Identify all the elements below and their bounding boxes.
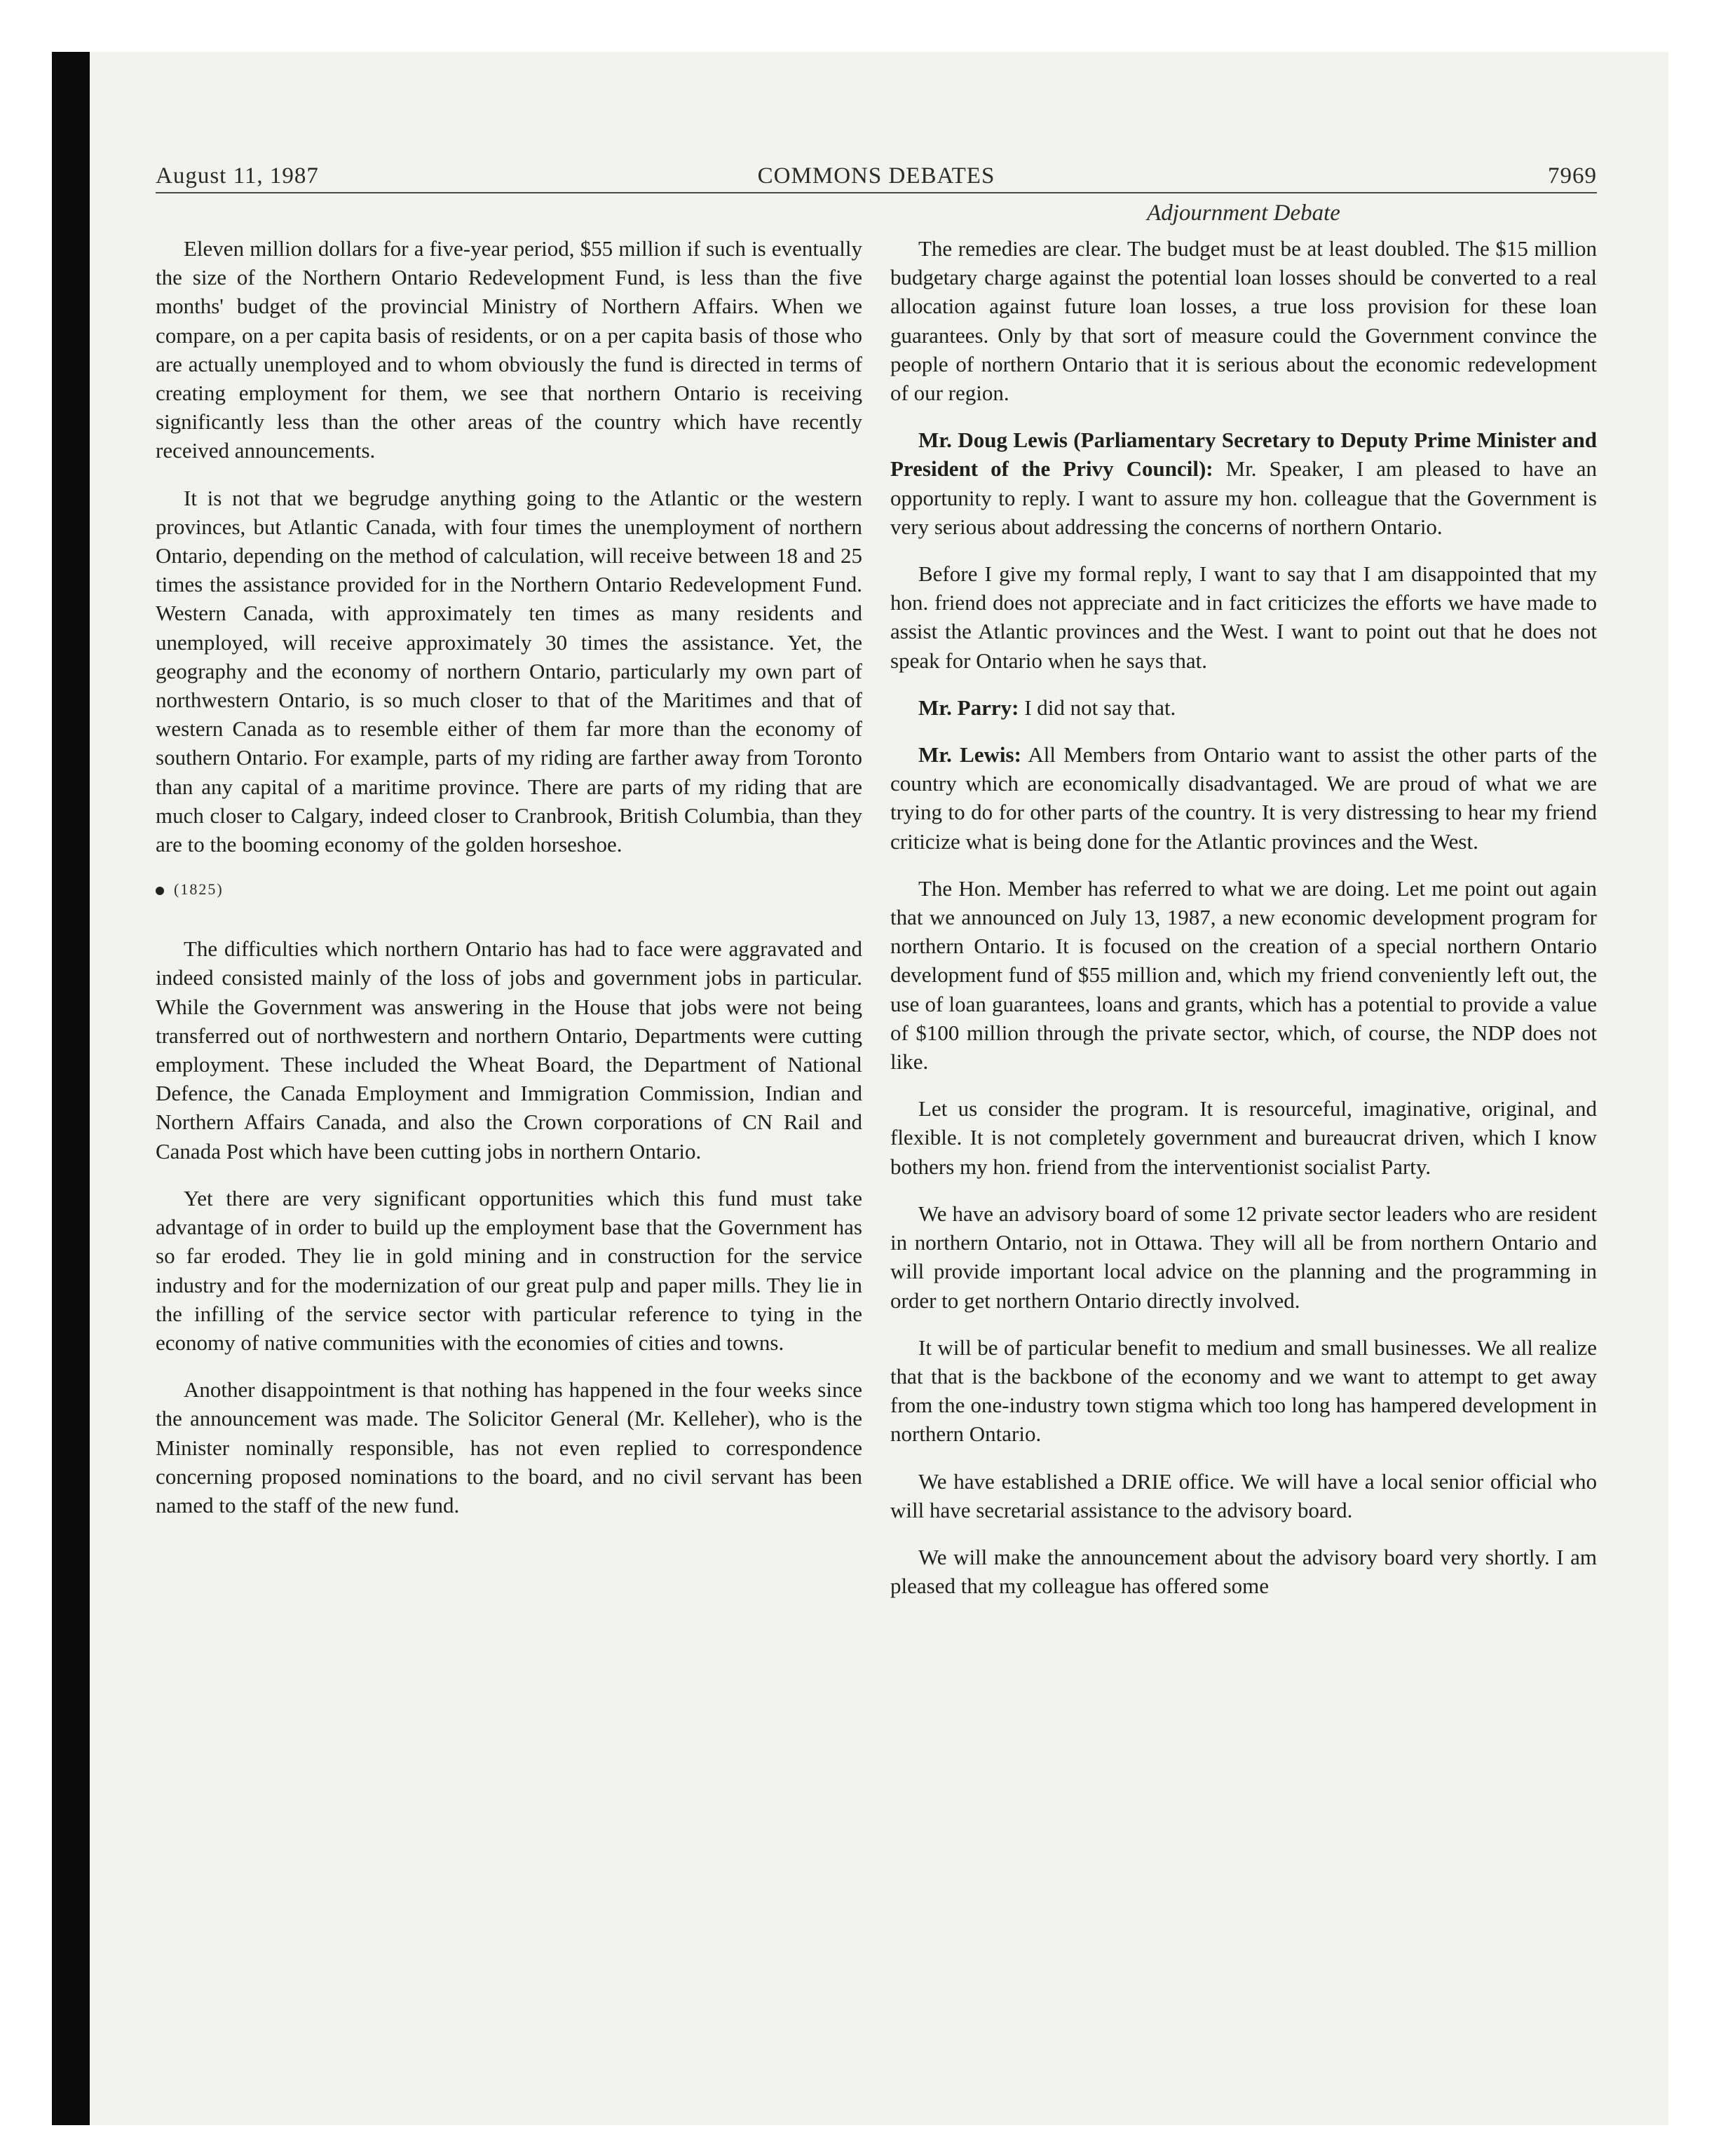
- header-page-number: 7969: [1548, 163, 1597, 189]
- bullet-icon: [156, 887, 164, 895]
- paragraph: The difficulties which northern Ontario has had to face were aggravated and indeed consisted mainly of the loss of jobs and government jobs in particular. While the Government was answering in the House that jobs were not being transferred out of northwestern and northern Ontario, Departments were cutting employment. These included the Wheat Board, the Department of National Defence, the Canada Employment and Immigration Commission, Indian and Northern Affairs Canada, and also the Crown corporations of CN Rail and Canada Post which have been cutting jobs in northern Ontario.: [156, 936, 862, 1164]
- time-marker-label: (1825): [174, 880, 224, 899]
- time-marker: [156, 877, 862, 902]
- speaker-name: Mr. Doug Lewis (Parliamentary Secretary to Deputy Prime Minister and President of the Privy Council):: [890, 428, 1597, 482]
- paragraph: It will be of particular benefit to medium and small businesses. We all realize that that is the backbone of the economy and we want to attempt to get away from the one-industry town stigma which too long has hampered development in northern Ontario.: [890, 1335, 1597, 1447]
- section-heading: Adjournment Debate: [1147, 200, 1340, 226]
- paragraph: The remedies are clear. The budget must be at least doubled. The $15 million budgetary charge against the potential loan losses should be converted to a real allocation against future loan losses, a true loss provision for these loan guarantees. Only by that sort of measure could the Government convince the people of northern Ontario that it is serious about the economic redevelopment of our region.: [890, 236, 1597, 406]
- speech-text: I did not say that.: [1019, 695, 1176, 720]
- scan-binding-edge: [52, 52, 90, 2125]
- speech-paragraph: [890, 740, 1597, 856]
- speech-text: Mr. Speaker, I am pleased to have an opportunity to reply. I want to assure my hon. colleague that the Government is very serious about addressing the concerns of northern Ontario.: [890, 456, 1597, 539]
- paragraph: Eleven million dollars for a five-year period, $55 million if such is eventually the size of the Northern Ontario Redevelopment Fund, is less than the five months' budget of the provincial Ministry of Northern Affairs. When we compare, on a per capita basis of residents, or on a per capita basis of those who are actually unemployed and to whom obviously the fund is directed in terms of creating employment for them, we see that northern Ontario is receiving significantly less than the other areas of the country which have recently received announcements.: [156, 236, 862, 463]
- paragraph: Yet there are very significant opportunities which this fund must take advantage of in order to build up the employment base that the Government has so far eroded. They lie in gold mining and in construction for the service industry and for the modernization of our great pulp and paper mills. They lie in the infilling of the service sector with particular reference to tying in the economy of native communities with the economies of cities and towns.: [156, 1185, 862, 1355]
- page: [90, 52, 1668, 2125]
- right-column: [890, 234, 1597, 1618]
- running-header: [156, 154, 1597, 193]
- paragraph: We have established a DRIE office. We will have a local senior official who will have secretarial assistance to the advisory board.: [890, 1468, 1597, 1522]
- paragraph: Before I give my formal reply, I want to say that I am disappointed that my hon. friend does not appreciate and in fact criticizes the efforts we have made to assist the Atlantic provinces and the West. I want to point out that he does not speak for Ontario when he says that.: [890, 561, 1597, 673]
- paragraph: Another disappointment is that nothing has happened in the four weeks since the announcement was made. The Solicitor General (Mr. Kelleher), who is the Minister nominally responsible, has not even replied to correspondence concerning proposed nominations to the board, and no civil servant has been named to the staff of the new fund.: [156, 1377, 862, 1517]
- header-publication: COMMONS DEBATES: [757, 163, 995, 189]
- speaker-name: Mr. Lewis:: [918, 742, 1021, 767]
- left-column: [156, 234, 862, 1538]
- speaker-name: Mr. Parry:: [918, 695, 1019, 720]
- paragraph: We will make the announcement about the advisory board very shortly. I am pleased that my colleague has offered some: [890, 1544, 1597, 1599]
- paragraph: The Hon. Member has referred to what we are doing. Let me point out again that we announced on July 13, 1987, a new economic development program for northern Ontario. It is focused on the creation of a special northern Ontario development fund of $55 million and, which my friend conveniently left out, the use of loan guarantees, loans and grants, which has a potential to provide a value of $100 million through the private sector, which, of course, the NDP does not like.: [890, 875, 1597, 1074]
- header-date: August 11, 1987: [156, 163, 319, 189]
- paragraph: Let us consider the program. It is resourceful, imaginative, original, and flexible. It is not completely government and bureaucrat driven, which I know bothers my hon. friend from the interventionist socialist Party.: [890, 1096, 1597, 1179]
- paragraph: It is not that we begrudge anything going to the Atlantic or the western provinces, but Atlantic Canada, with four times the unemployment of northern Ontario, depending on the method of calculation, will receive between 18 and 25 times the assistance provided for in the Northern Ontario Redevelopment Fund. Western Canada, with approximately ten times as many residents and unemployed, will receive approximately 30 times the assistance. Yet, the geography and the economy of northern Ontario, particularly my own part of northwestern Ontario, is so much closer to that of the Maritimes and that of western Canada as to resemble either of them far more than the economy of southern Ontario. For example, parts of my riding are farther away from Toronto than any capital of a maritime province. There are parts of my riding that are much closer to Calgary, indeed closer to Cranbrook, British Columbia, than they are to the booming economy of the golden horseshoe.: [156, 485, 862, 857]
- speech-paragraph: [890, 425, 1597, 541]
- speech-paragraph: [890, 693, 1597, 722]
- paragraph: We have an advisory board of some 12 private sector leaders who are resident in northern Ontario, not in Ottawa. They will all be from northern Ontario and will provide important local advice on the planning and the programming in order to get northern Ontario directly involved.: [890, 1201, 1597, 1313]
- speech-text: All Members from Ontario want to assist the other parts of the country which are economically disadvantaged. We are proud of what we are trying to do for other parts of the country. It is very distressing to hear my friend criticize what is being done for the Atlantic provinces and the West.: [890, 742, 1597, 854]
